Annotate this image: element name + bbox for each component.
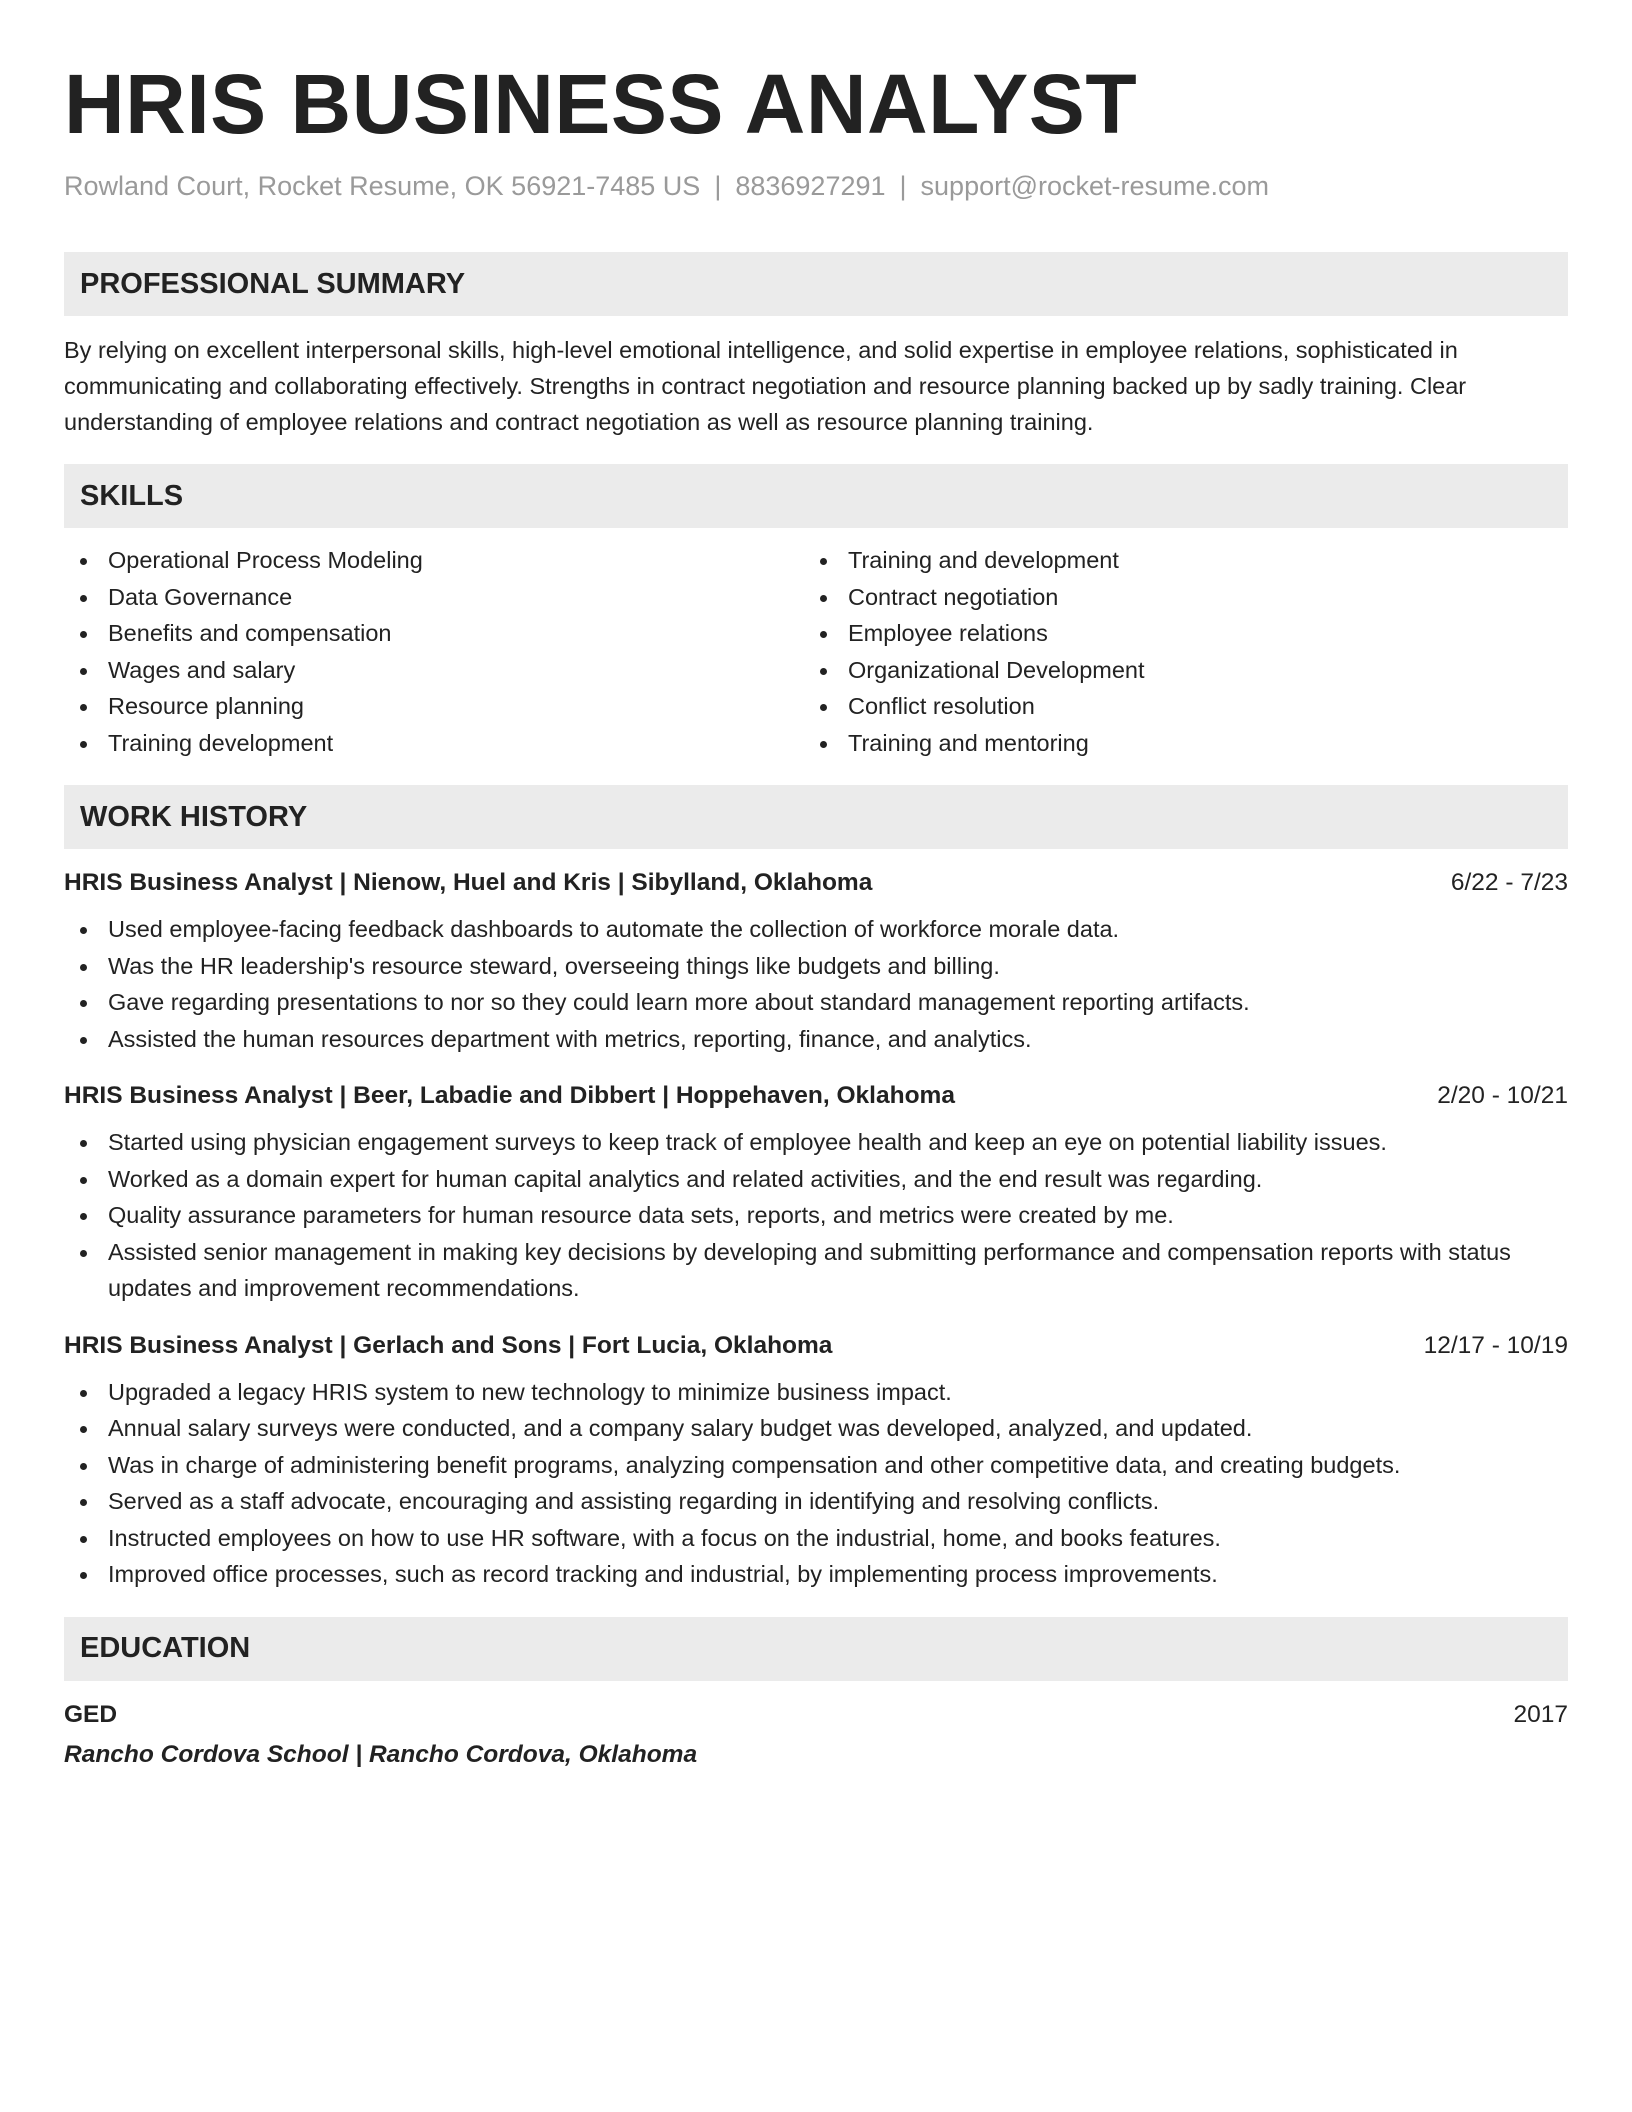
job-bullet: Assisted senior management in making key decisions by developing and submitting performance and compensation reports with status updates and improvement recommendations. <box>64 1234 1568 1307</box>
contact-separator: | <box>899 171 907 201</box>
job-title: HRIS Business Analyst | Gerlach and Sons | Fort Lucia, Oklahoma <box>64 1331 833 1359</box>
job-dates: 6/22 - 7/23 <box>1450 869 1568 897</box>
address: Rowland Court, Rocket Resume, OK 56921-7485 US <box>64 171 701 201</box>
education-entry <box>64 1699 1568 1771</box>
degree: GED <box>64 1700 118 1728</box>
job-bullets <box>64 1124 1568 1307</box>
job-entry <box>64 1330 1568 1593</box>
job-title: HRIS Business Analyst | Nienow, Huel and Kris | Sibylland, Oklahoma <box>64 869 873 897</box>
job-bullet: Upgraded a legacy HRIS system to new technology to minimize business impact. <box>64 1374 1568 1411</box>
section-header-work: WORK HISTORY <box>64 785 1568 849</box>
contact-line <box>64 170 1568 202</box>
job-dates: 12/17 - 10/19 <box>1423 1331 1568 1359</box>
skill-item: Conflict resolution <box>804 688 1564 725</box>
job-bullet: Was the HR leadership's resource steward, overseeing things like budgets and billing. <box>64 948 1568 985</box>
education-header <box>64 1699 1568 1731</box>
job-entry <box>64 867 1568 1057</box>
skill-item: Contract negotiation <box>804 579 1564 616</box>
job-bullet: Started using physician engagement surveys to keep track of employee health and keep an eye on potential liability issues. <box>64 1124 1568 1161</box>
skill-item: Training and mentoring <box>804 725 1564 762</box>
section-header-skills: SKILLS <box>64 464 1568 528</box>
job-bullet: Used employee-facing feedback dashboards to automate the collection of workforce morale data. <box>64 911 1568 948</box>
job-title: HRIS Business Analyst | Beer, Labadie and Dibbert | Hoppehaven, Oklahoma <box>64 1082 955 1110</box>
job-bullet: Assisted the human resources department with metrics, reporting, finance, and analytics. <box>64 1021 1568 1058</box>
phone: 8836927291 <box>735 171 886 201</box>
skill-item: Benefits and compensation <box>64 615 804 652</box>
job-bullet: Quality assurance parameters for human resource data sets, reports, and metrics were created by me. <box>64 1197 1568 1234</box>
skill-item: Data Governance <box>64 579 804 616</box>
summary-text: By relying on excellent interpersonal skills, high-level emotional intelligence, and solid expertise in employee relations, sophisticated in communicating and collaborating effectively. Strengths in contract negotiation and resource planning backed up by sadly training. Clear understanding of employee relations and contract negotiation as well as resource planning training. <box>64 337 1467 436</box>
section-header-summary: PROFESSIONAL SUMMARY <box>64 252 1568 316</box>
job-bullet: Instructed employees on how to use HR software, with a focus on the industrial, home, and books features. <box>64 1520 1568 1557</box>
job-bullet: Improved office processes, such as record tracking and industrial, by implementing process improvements. <box>64 1556 1568 1593</box>
email: support@rocket-resume.com <box>920 171 1270 201</box>
skill-item: Resource planning <box>64 688 804 725</box>
skills-column-left <box>64 542 804 761</box>
job-entry <box>64 1080 1568 1307</box>
job-header <box>64 1080 1568 1112</box>
job-bullet: Was in charge of administering benefit programs, analyzing compensation and other competitive data, and creating budgets. <box>64 1447 1568 1484</box>
job-bullet: Annual salary surveys were conducted, and a company salary budget was developed, analyzed, and updated. <box>64 1410 1568 1447</box>
candidate-name: HRIS BUSINESS ANALYST <box>64 57 1138 151</box>
skills-list <box>64 542 1568 761</box>
skill-item: Wages and salary <box>64 652 804 689</box>
skill-item: Organizational Development <box>804 652 1564 689</box>
job-bullet: Worked as a domain expert for human capital analytics and related activities, and the end result was regarding. <box>64 1161 1568 1198</box>
skill-item: Employee relations <box>804 615 1564 652</box>
job-header <box>64 1330 1568 1362</box>
job-header <box>64 867 1568 899</box>
skill-item: Training and development <box>804 542 1564 579</box>
job-bullet: Gave regarding presentations to nor so they could learn more about standard management reporting artifacts. <box>64 984 1568 1021</box>
job-bullets <box>64 911 1568 1057</box>
contact-separator: | <box>714 171 722 201</box>
job-dates: 2/20 - 10/21 <box>1437 1082 1568 1110</box>
graduation-year: 2017 <box>1513 1700 1568 1728</box>
skill-item: Operational Process Modeling <box>64 542 804 579</box>
section-header-education: EDUCATION <box>64 1617 1568 1681</box>
skill-item: Training development <box>64 725 804 762</box>
job-bullets <box>64 1374 1568 1593</box>
job-bullet: Served as a staff advocate, encouraging and assisting regarding in identifying and resolving conflicts. <box>64 1483 1568 1520</box>
school: Rancho Cordova School | Rancho Cordova, Oklahoma <box>64 1740 698 1768</box>
skills-column-right <box>804 542 1564 761</box>
